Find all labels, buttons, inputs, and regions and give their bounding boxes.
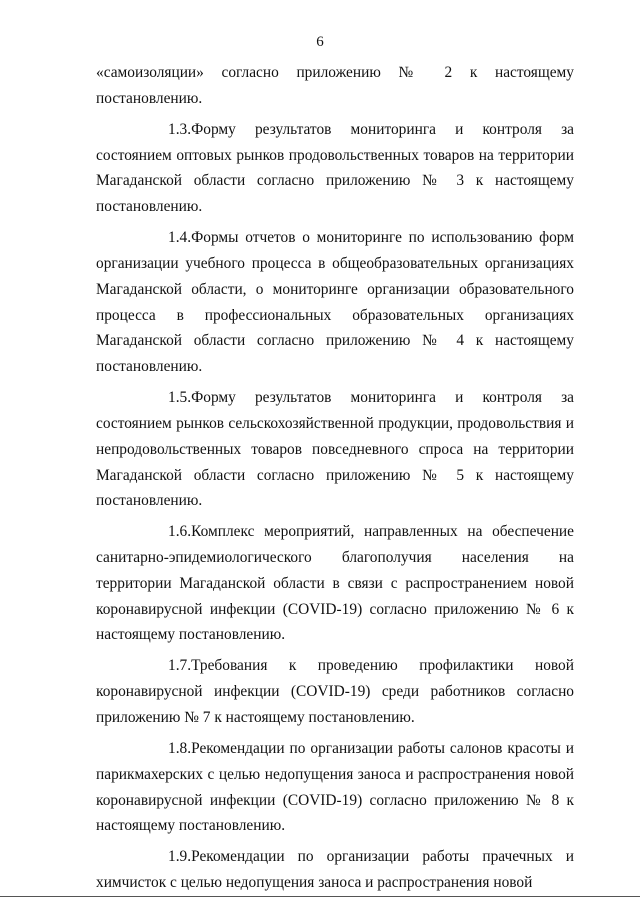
- paragraph-number: 1.8.: [168, 740, 192, 758]
- page-number: 6: [316, 34, 324, 50]
- paragraph-1-7: [96, 653, 574, 730]
- paragraph-1-5: [96, 385, 574, 514]
- paragraph-text: Формы отчетов о мониторинге по использованию форм организации учебного процесса в общеобразовательных организациях Магаданской области, о мониторинге организации образовательного процесса в профессиональных образовательных организациях Магаданской области согласно приложению № 4 к настоящему постановлению.: [96, 229, 574, 376]
- paragraph-continuation: [96, 60, 574, 112]
- paragraph-text: Рекомендации по организации работы прачечных и химчисток с целью недопущения заноса и распространения новой: [96, 848, 574, 892]
- paragraph-text: Требования к проведению профилактики новой коронавирусной инфекции (COVID-19) среди работников согласно приложению № 7 к настоящему постановлению.: [96, 657, 574, 727]
- paragraph-1-8: [96, 736, 574, 839]
- paragraph-1-3: [96, 117, 574, 220]
- scan-bottom-edge: [0, 896, 640, 897]
- paragraph-1-4: [96, 225, 574, 380]
- paragraph-number: 1.9.: [168, 848, 192, 866]
- document-body: [96, 60, 574, 901]
- paragraph-text: Форму результатов мониторинга и контроля за состоянием рынков сельскохозяйственной продукции, продовольствия и непродовольственных товаров повседневного спроса на территории Магаданской области согласно приложению № 5 к настоящему постановлению.: [96, 389, 574, 510]
- paragraph-text: Форму результатов мониторинга и контроля за состоянием оптовых рынков продовольственных товаров на территории Магаданской области согласно приложению № 3 к настоящему постановлению.: [96, 120, 574, 216]
- paragraph-1-6: [96, 519, 574, 648]
- paragraph-number: 1.5.: [168, 389, 192, 407]
- paragraph-number: 1.6.: [168, 523, 192, 541]
- paragraph-1-9: [96, 844, 574, 896]
- paragraph-text: «самоизоляции» согласно приложению № 2 к настоящему постановлению.: [96, 64, 574, 107]
- paragraph-number: 1.7.: [168, 657, 192, 675]
- paragraph-text: Рекомендации по организации работы салонов красоты и парикмахерских с целью недопущения заноса и распространения новой коронавирусной инфекции (COVID-19) согласно приложению № 8 к настоящему постановлению.: [96, 740, 574, 835]
- paragraph-text: Комплекс мероприятий, направленных на обеспечение санитарно-эпидемиологического благополучия населения на территории Магаданской области в связи с распространением новой коронавирусной инфекции (COVID-19) согласно приложению № 6 к настоящему постановлению.: [96, 523, 574, 644]
- paragraph-number: 1.3.: [168, 120, 192, 138]
- paragraph-number: 1.4.: [168, 229, 192, 247]
